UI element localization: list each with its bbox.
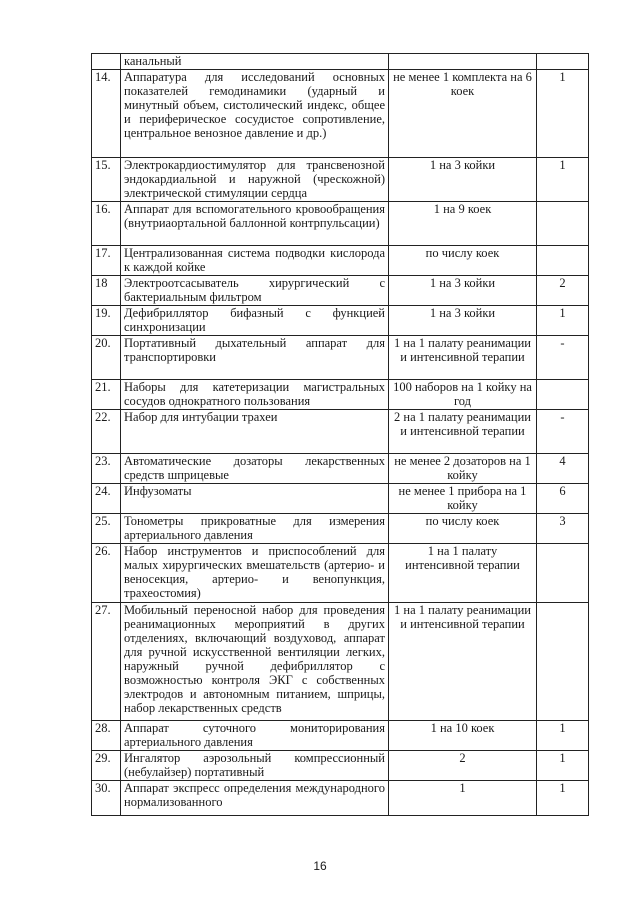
equipment-norm: 100 наборов на 1 койку на год	[389, 380, 537, 410]
table-row	[92, 70, 589, 158]
equipment-name: Дефибриллятор бифазный с функцией синхронизации	[121, 306, 389, 336]
row-number: 29.	[92, 751, 121, 781]
row-number: 28.	[92, 721, 121, 751]
row-number: 22.	[92, 410, 121, 454]
equipment-norm: 2 на 1 палату реанимации и интенсивной терапии	[389, 410, 537, 454]
equipment-norm: 1 на 3 койки	[389, 276, 537, 306]
table-row	[92, 514, 589, 544]
equipment-quantity	[537, 380, 589, 410]
equipment-name: Аппарат суточного мониторирования артериального давления	[121, 721, 389, 751]
equipment-name: Портативный дыхательный аппарат для транспортировки	[121, 336, 389, 380]
row-number: 26.	[92, 544, 121, 603]
table-row	[92, 202, 589, 246]
equipment-name: Автоматические дозаторы лекарственных средств шприцевые	[121, 454, 389, 484]
equipment-quantity: -	[537, 336, 589, 380]
row-number: 30.	[92, 781, 121, 816]
table-row	[92, 751, 589, 781]
equipment-table-body	[92, 54, 589, 816]
equipment-quantity: 3	[537, 514, 589, 544]
row-number: 21.	[92, 380, 121, 410]
equipment-name: Электрокардиостимулятор для трансвенозной эндокардиальной и наружной (чрескожной) электрической стимуляции сердца	[121, 158, 389, 202]
equipment-quantity: 1	[537, 781, 589, 816]
equipment-quantity	[537, 603, 589, 721]
table-row	[92, 544, 589, 603]
equipment-norm: не менее 1 комплекта на 6 коек	[389, 70, 537, 158]
equipment-name: Аппаратура для исследований основных показателей гемодинамики (ударный и минутный объем, систолический индекс, общее и периферическое сосудистое сопротивление, центральное венозное давление и др.)	[121, 70, 389, 158]
equipment-quantity	[537, 202, 589, 246]
row-number: 15.	[92, 158, 121, 202]
equipment-quantity: 1	[537, 751, 589, 781]
equipment-name: Централизованная система подводки кислорода к каждой койке	[121, 246, 389, 276]
row-number: 17.	[92, 246, 121, 276]
row-number: 16.	[92, 202, 121, 246]
equipment-norm: 1 на 1 палату реанимации и интенсивной терапии	[389, 336, 537, 380]
equipment-norm: 1 на 3 койки	[389, 306, 537, 336]
equipment-table	[91, 53, 589, 816]
row-number	[92, 54, 121, 70]
equipment-quantity: 6	[537, 484, 589, 514]
page-number: 16	[313, 859, 327, 873]
equipment-norm: 2	[389, 751, 537, 781]
row-number: 19.	[92, 306, 121, 336]
row-number: 27.	[92, 603, 121, 721]
equipment-norm: 1	[389, 781, 537, 816]
equipment-name: Набор инструментов и приспособлений для малых хирургических вмешательств (артерио- и веносекция, артерио- и венопункция, трахеостомия)	[121, 544, 389, 603]
equipment-norm: по числу коек	[389, 246, 537, 276]
equipment-quantity: 1	[537, 70, 589, 158]
table-row	[92, 158, 589, 202]
table-row	[92, 484, 589, 514]
table-row	[92, 336, 589, 380]
table-row	[92, 306, 589, 336]
row-number: 25.	[92, 514, 121, 544]
equipment-norm: 1 на 10 коек	[389, 721, 537, 751]
equipment-quantity	[537, 544, 589, 603]
equipment-name: Электроотсасыватель хирургический с бактериальным фильтром	[121, 276, 389, 306]
equipment-norm: 1 на 3 койки	[389, 158, 537, 202]
row-number: 24.	[92, 484, 121, 514]
table-row	[92, 276, 589, 306]
equipment-quantity	[537, 54, 589, 70]
equipment-quantity: 2	[537, 276, 589, 306]
equipment-quantity	[537, 246, 589, 276]
row-number: 18	[92, 276, 121, 306]
table-row	[92, 781, 589, 816]
equipment-quantity: -	[537, 410, 589, 454]
equipment-norm: не менее 1 прибора на 1 койку	[389, 484, 537, 514]
equipment-name: Набор для интубации трахеи	[121, 410, 389, 454]
table-row	[92, 54, 589, 70]
equipment-name: канальный	[121, 54, 389, 70]
equipment-norm: не менее 2 дозаторов на 1 койку	[389, 454, 537, 484]
table-row	[92, 454, 589, 484]
equipment-name: Мобильный переносной набор для проведения реанимационных мероприятий в других отделениях, включающий воздуховод, аппарат для ручной искусственной вентиляции легких, наружный ручной дефибриллятор с возможностью контроля ЭКГ с собственных электродов и автономным питанием, шприцы, набор лекарственных средств	[121, 603, 389, 721]
table-row	[92, 380, 589, 410]
equipment-name: Инфузоматы	[121, 484, 389, 514]
table-row	[92, 603, 589, 721]
equipment-norm: 1 на 9 коек	[389, 202, 537, 246]
row-number: 20.	[92, 336, 121, 380]
table-row	[92, 410, 589, 454]
equipment-name: Аппарат для вспомогательного кровообращения (внутриаортальной баллонной контрпульсации)	[121, 202, 389, 246]
equipment-quantity: 1	[537, 158, 589, 202]
equipment-norm: 1 на 1 палату интенсивной терапии	[389, 544, 537, 603]
table-row	[92, 246, 589, 276]
row-number: 14.	[92, 70, 121, 158]
equipment-quantity: 1	[537, 306, 589, 336]
equipment-norm: 1 на 1 палату реанимации и интенсивной терапии	[389, 603, 537, 721]
equipment-norm	[389, 54, 537, 70]
equipment-quantity: 1	[537, 721, 589, 751]
equipment-quantity: 4	[537, 454, 589, 484]
equipment-name: Тонометры прикроватные для измерения артериального давления	[121, 514, 389, 544]
equipment-name: Наборы для катетеризации магистральных сосудов однократного пользования	[121, 380, 389, 410]
row-number: 23.	[92, 454, 121, 484]
table-row	[92, 721, 589, 751]
equipment-norm: по числу коек	[389, 514, 537, 544]
equipment-name: Аппарат экспресс определения международного нормализованного	[121, 781, 389, 816]
equipment-name: Ингалятор аэрозольный компрессионный (небулайзер) портативный	[121, 751, 389, 781]
